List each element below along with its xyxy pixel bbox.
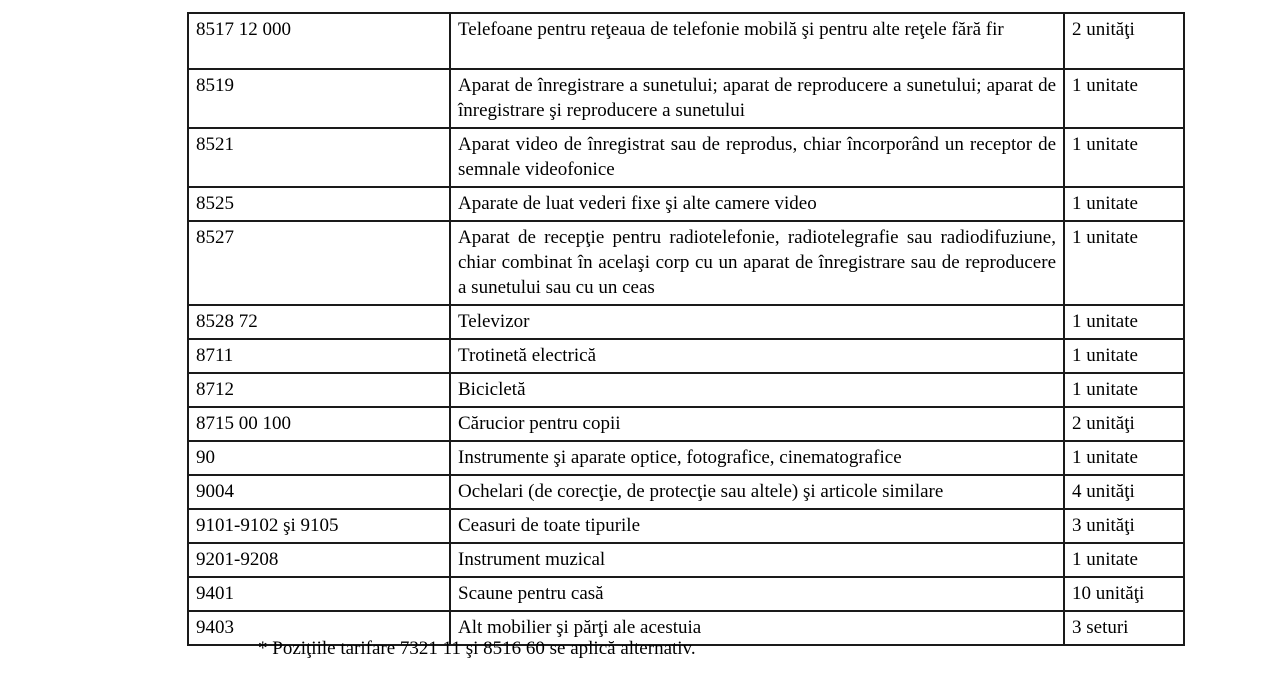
table-row (188, 13, 1184, 69)
units-cell: 2 unităţi (1064, 407, 1184, 441)
tariff-code-cell: 9201-9208 (188, 543, 450, 577)
table-row (188, 69, 1184, 128)
footnote: * Poziţiile tarifare 7321 11 şi 8516 60 se aplică alternativ. (258, 638, 696, 659)
tariff-code-cell: 8517 12 000 (188, 13, 450, 69)
description-cell: Bicicletă (450, 373, 1064, 407)
tariff-code-cell: 9401 (188, 577, 450, 611)
table-row (188, 128, 1184, 187)
units-cell: 1 unitate (1064, 543, 1184, 577)
units-cell: 1 unitate (1064, 373, 1184, 407)
tariff-table-body (188, 13, 1184, 645)
table-row (188, 187, 1184, 221)
description-cell: Televizor (450, 305, 1064, 339)
table-row (188, 475, 1184, 509)
tariff-code-cell: 8528 72 (188, 305, 450, 339)
description-cell: Instrument muzical (450, 543, 1064, 577)
tariff-code-cell: 9004 (188, 475, 450, 509)
table-row (188, 373, 1184, 407)
units-cell: 10 unităţi (1064, 577, 1184, 611)
tariff-code-cell: 8525 (188, 187, 450, 221)
table-row (188, 339, 1184, 373)
table-row (188, 221, 1184, 305)
tariff-code-cell: 8712 (188, 373, 450, 407)
tariff-code-cell: 8521 (188, 128, 450, 187)
description-cell: Telefoane pentru reţeaua de telefonie mobilă şi pentru alte reţele fără fir (450, 13, 1064, 69)
units-cell: 1 unitate (1064, 221, 1184, 305)
description-cell: Trotinetă electrică (450, 339, 1064, 373)
description-cell: Alt mobilier şi părţi ale acestuia (450, 611, 1064, 645)
table-row (188, 543, 1184, 577)
table-row (188, 509, 1184, 543)
tariff-code-cell: 8711 (188, 339, 450, 373)
units-cell: 1 unitate (1064, 339, 1184, 373)
tariff-code-cell: 90 (188, 441, 450, 475)
description-cell: Aparat de recepţie pentru radiotelefonie, radiotelegrafie sau radiodifuziune, chiar combinat în acelaşi corp cu un aparat de înregistrare sau de reproducere a sunetului sau cu un ceas (450, 221, 1064, 305)
description-cell: Ceasuri de toate tipurile (450, 509, 1064, 543)
description-cell: Ochelari (de corecţie, de protecţie sau altele) şi articole similare (450, 475, 1064, 509)
units-cell: 1 unitate (1064, 305, 1184, 339)
units-cell: 3 unităţi (1064, 509, 1184, 543)
table-row (188, 305, 1184, 339)
description-cell: Scaune pentru casă (450, 577, 1064, 611)
table-row (188, 407, 1184, 441)
tariff-code-cell: 9101-9102 şi 9105 (188, 509, 450, 543)
units-cell: 3 seturi (1064, 611, 1184, 645)
description-cell: Cărucior pentru copii (450, 407, 1064, 441)
units-cell: 1 unitate (1064, 187, 1184, 221)
description-cell: Aparat video de înregistrat sau de reprodus, chiar încorporând un receptor de semnale videofonice (450, 128, 1064, 187)
tariff-code-cell: 8527 (188, 221, 450, 305)
units-cell: 2 unităţi (1064, 13, 1184, 69)
units-cell: 1 unitate (1064, 128, 1184, 187)
units-cell: 1 unitate (1064, 69, 1184, 128)
table-row (188, 441, 1184, 475)
description-cell: Aparat de înregistrare a sunetului; aparat de reproducere a sunetului; aparat de înregistrare şi reproducere a sunetului (450, 69, 1064, 128)
tariff-positions-table (187, 12, 1185, 646)
tariff-code-cell: 8715 00 100 (188, 407, 450, 441)
units-cell: 1 unitate (1064, 441, 1184, 475)
tariff-code-cell: 8519 (188, 69, 450, 128)
description-cell: Aparate de luat vederi fixe şi alte camere video (450, 187, 1064, 221)
units-cell: 4 unităţi (1064, 475, 1184, 509)
description-cell: Instrumente şi aparate optice, fotografice, cinematografice (450, 441, 1064, 475)
tariff-code-cell: 9403 (188, 611, 450, 645)
table-row (188, 577, 1184, 611)
